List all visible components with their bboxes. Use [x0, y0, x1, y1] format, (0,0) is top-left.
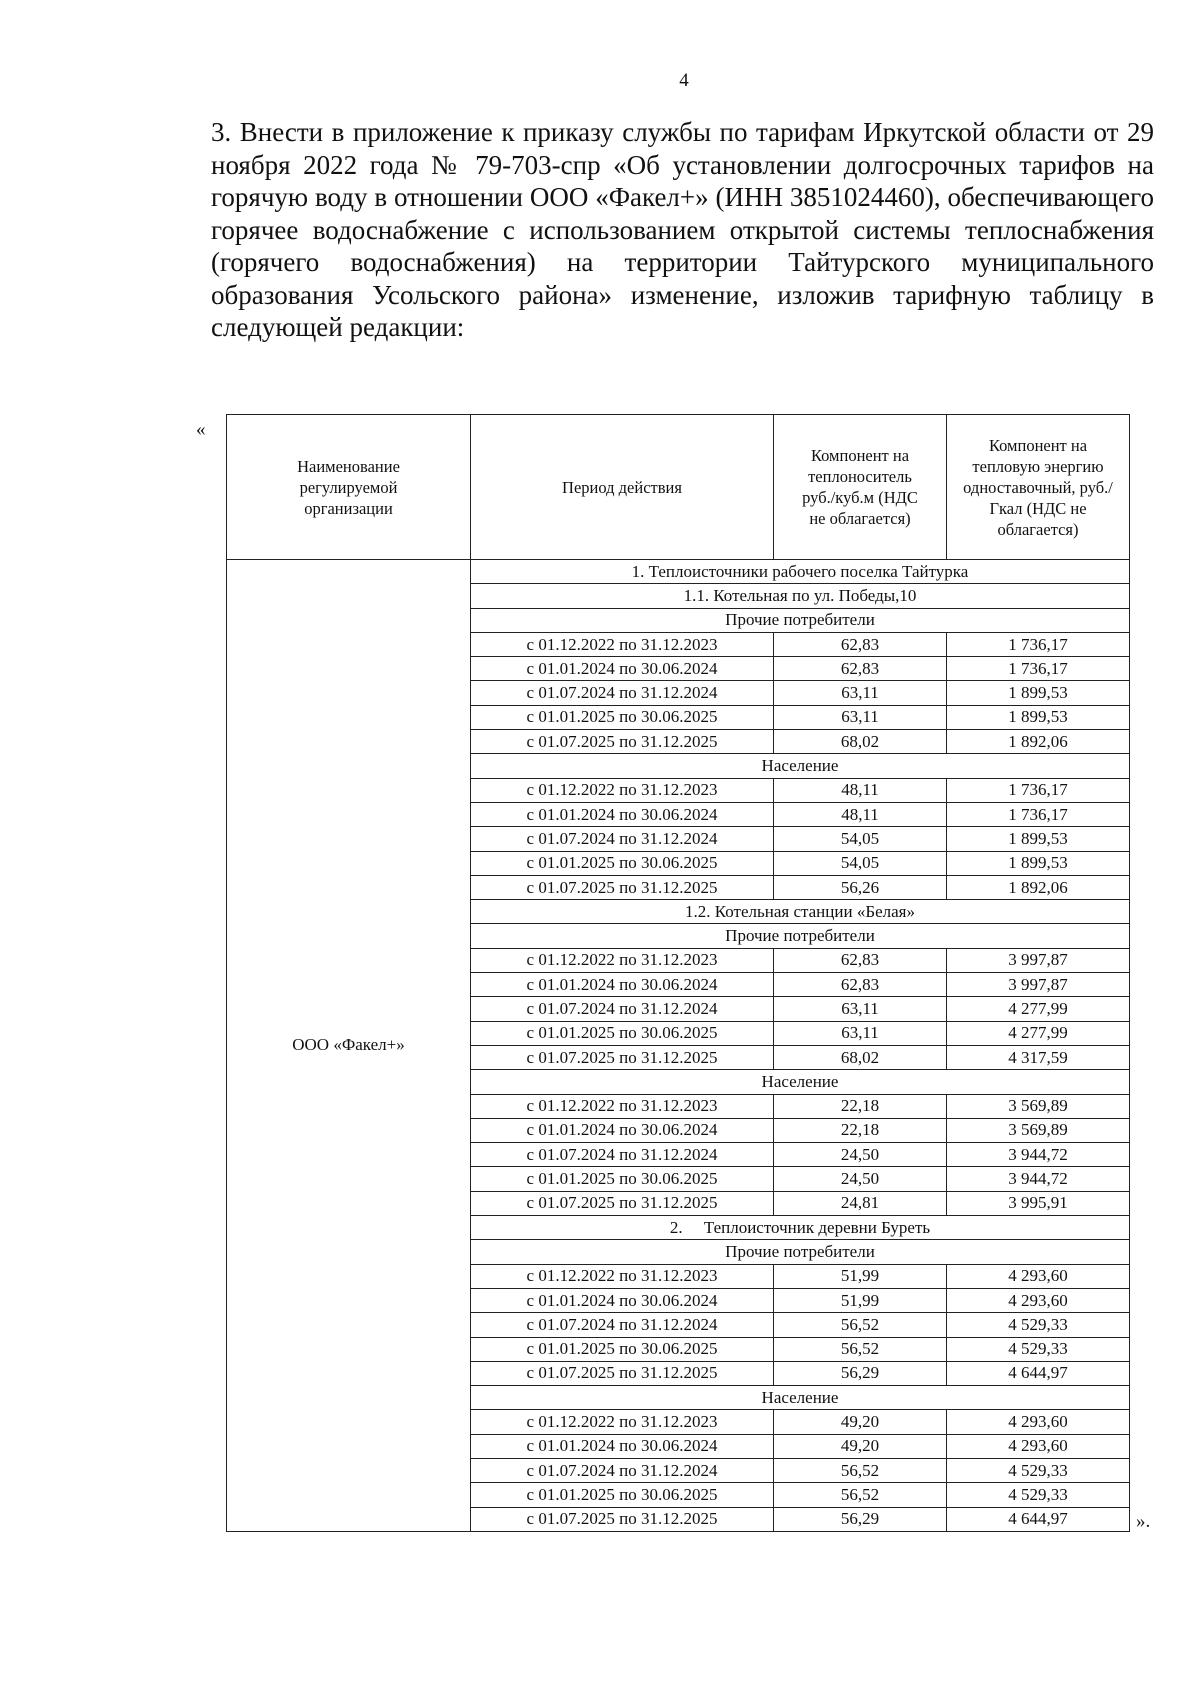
carrier-cell: 51,99	[774, 1288, 947, 1312]
header-period: Период действия	[471, 415, 774, 560]
carrier-cell: 56,29	[774, 1507, 947, 1531]
header-carrier-component: Компонент на теплоноситель руб./куб.м (НДС не облагается)	[774, 415, 947, 560]
energy-cell: 4 293,60	[947, 1434, 1130, 1458]
carrier-cell: 56,52	[774, 1313, 947, 1337]
period-cell: с 01.12.2022 по 31.12.2023	[471, 1094, 774, 1118]
section-title: 1.2. Котельная станции «Белая»	[471, 900, 1130, 924]
energy-cell: 4 529,33	[947, 1458, 1130, 1482]
header-organization: Наименование регулируемой организации	[227, 415, 471, 560]
energy-cell: 1 736,17	[947, 778, 1130, 802]
tariff-table	[226, 414, 1130, 1532]
carrier-cell: 63,11	[774, 705, 947, 729]
period-cell: с 01.07.2024 по 31.12.2024	[471, 827, 774, 851]
section-title: 2. Теплоисточник деревни Буреть	[471, 1216, 1130, 1240]
period-cell: с 01.07.2025 по 31.12.2025	[471, 1361, 774, 1385]
carrier-cell: 68,02	[774, 730, 947, 754]
carrier-cell: 63,11	[774, 1021, 947, 1045]
carrier-cell: 62,83	[774, 657, 947, 681]
energy-cell: 4 277,99	[947, 997, 1130, 1021]
header-energy-component: Компонент на тепловую энергию одноставочный, руб./Гкал (НДС не облагается)	[947, 415, 1130, 560]
section-title: Прочие потребители	[471, 924, 1130, 948]
period-cell: с 01.12.2022 по 31.12.2023	[471, 948, 774, 972]
section-title: Прочие потребители	[471, 608, 1130, 632]
energy-cell: 4 293,60	[947, 1410, 1130, 1434]
carrier-cell: 56,52	[774, 1483, 947, 1507]
energy-cell: 3 944,72	[947, 1143, 1130, 1167]
energy-cell: 1 736,17	[947, 802, 1130, 826]
carrier-cell: 24,81	[774, 1191, 947, 1215]
energy-cell: 1 899,53	[947, 681, 1130, 705]
carrier-cell: 62,83	[774, 632, 947, 656]
section-row	[227, 560, 1130, 584]
table-open-quote: «	[196, 419, 206, 440]
page-number: 4	[679, 70, 689, 91]
energy-cell: 4 293,60	[947, 1264, 1130, 1288]
period-cell: с 01.07.2025 по 31.12.2025	[471, 730, 774, 754]
energy-cell: 1 736,17	[947, 632, 1130, 656]
energy-cell: 1 899,53	[947, 705, 1130, 729]
energy-cell: 1 899,53	[947, 827, 1130, 851]
carrier-cell: 62,83	[774, 973, 947, 997]
energy-cell: 4 317,59	[947, 1045, 1130, 1069]
period-cell: с 01.07.2024 по 31.12.2024	[471, 1313, 774, 1337]
intro-paragraph: 3. Внести в приложение к приказу службы по тарифам Иркутской области от 29 ноября 2022 года № 79-703-спр «Об установлении долгосрочных тарифов на горячую воду в отношении ООО «Факел+» (ИНН 3851024460), обеспечивающего горячее водоснабжение с использованием открытой системы теплоснабжения (горячего водоснабжения) на территории Тайтурского муниципального образования Усольского района» изменение, изложив тарифную таблицу в следующей редакции:	[211, 117, 1154, 342]
period-cell: с 01.01.2024 по 30.06.2024	[471, 973, 774, 997]
section-title: Население	[471, 754, 1130, 778]
energy-cell: 3 569,89	[947, 1094, 1130, 1118]
period-cell: с 01.12.2022 по 31.12.2023	[471, 778, 774, 802]
energy-cell: 1 892,06	[947, 875, 1130, 899]
period-cell: с 01.07.2024 по 31.12.2024	[471, 681, 774, 705]
energy-cell: 4 529,33	[947, 1337, 1130, 1361]
tariff-table-body	[227, 560, 1130, 1532]
energy-cell: 4 529,33	[947, 1483, 1130, 1507]
energy-cell: 4 644,97	[947, 1507, 1130, 1531]
period-cell: с 01.01.2024 по 30.06.2024	[471, 657, 774, 681]
energy-cell: 1 892,06	[947, 730, 1130, 754]
period-cell: с 01.01.2024 по 30.06.2024	[471, 1288, 774, 1312]
carrier-cell: 49,20	[774, 1410, 947, 1434]
energy-cell: 3 997,87	[947, 973, 1130, 997]
period-cell: с 01.01.2025 по 30.06.2025	[471, 1167, 774, 1191]
energy-cell: 1 899,53	[947, 851, 1130, 875]
section-title: 1.1. Котельная по ул. Победы,10	[471, 584, 1130, 608]
period-cell: с 01.07.2025 по 31.12.2025	[471, 1191, 774, 1215]
section-title: Население	[471, 1386, 1130, 1410]
table-close-quote: ».	[1136, 1511, 1151, 1532]
carrier-cell: 48,11	[774, 778, 947, 802]
period-cell: с 01.01.2024 по 30.06.2024	[471, 802, 774, 826]
carrier-cell: 24,50	[774, 1167, 947, 1191]
section-title: Население	[471, 1070, 1130, 1094]
period-cell: с 01.07.2024 по 31.12.2024	[471, 1458, 774, 1482]
carrier-cell: 49,20	[774, 1434, 947, 1458]
carrier-cell: 56,29	[774, 1361, 947, 1385]
carrier-cell: 63,11	[774, 997, 947, 1021]
energy-cell: 3 569,89	[947, 1118, 1130, 1142]
energy-cell: 3 995,91	[947, 1191, 1130, 1215]
section-title: 1. Теплоисточники рабочего поселка Тайтурка	[471, 560, 1130, 584]
section-title: Прочие потребители	[471, 1240, 1130, 1264]
energy-cell: 4 293,60	[947, 1288, 1130, 1312]
carrier-cell: 56,26	[774, 875, 947, 899]
carrier-cell: 24,50	[774, 1143, 947, 1167]
period-cell: с 01.07.2025 по 31.12.2025	[471, 875, 774, 899]
carrier-cell: 22,18	[774, 1094, 947, 1118]
period-cell: с 01.07.2025 по 31.12.2025	[471, 1045, 774, 1069]
carrier-cell: 51,99	[774, 1264, 947, 1288]
period-cell: с 01.12.2022 по 31.12.2023	[471, 1264, 774, 1288]
period-cell: с 01.01.2025 по 30.06.2025	[471, 851, 774, 875]
period-cell: с 01.01.2024 по 30.06.2024	[471, 1434, 774, 1458]
carrier-cell: 68,02	[774, 1045, 947, 1069]
energy-cell: 3 997,87	[947, 948, 1130, 972]
carrier-cell: 56,52	[774, 1458, 947, 1482]
energy-cell: 4 529,33	[947, 1313, 1130, 1337]
period-cell: с 01.01.2025 по 30.06.2025	[471, 1483, 774, 1507]
organization-name: ООО «Факел+»	[227, 560, 471, 1532]
energy-cell: 4 644,97	[947, 1361, 1130, 1385]
carrier-cell: 62,83	[774, 948, 947, 972]
energy-cell: 3 944,72	[947, 1167, 1130, 1191]
carrier-cell: 63,11	[774, 681, 947, 705]
carrier-cell: 54,05	[774, 851, 947, 875]
period-cell: с 01.07.2024 по 31.12.2024	[471, 997, 774, 1021]
period-cell: с 01.07.2025 по 31.12.2025	[471, 1507, 774, 1531]
carrier-cell: 56,52	[774, 1337, 947, 1361]
period-cell: с 01.01.2024 по 30.06.2024	[471, 1118, 774, 1142]
period-cell: с 01.12.2022 по 31.12.2023	[471, 632, 774, 656]
period-cell: с 01.01.2025 по 30.06.2025	[471, 1021, 774, 1045]
energy-cell: 4 277,99	[947, 1021, 1130, 1045]
period-cell: с 01.07.2024 по 31.12.2024	[471, 1143, 774, 1167]
table-header-row	[227, 415, 1130, 560]
period-cell: с 01.12.2022 по 31.12.2023	[471, 1410, 774, 1434]
period-cell: с 01.01.2025 по 30.06.2025	[471, 1337, 774, 1361]
period-cell: с 01.01.2025 по 30.06.2025	[471, 705, 774, 729]
carrier-cell: 48,11	[774, 802, 947, 826]
carrier-cell: 22,18	[774, 1118, 947, 1142]
energy-cell: 1 736,17	[947, 657, 1130, 681]
carrier-cell: 54,05	[774, 827, 947, 851]
